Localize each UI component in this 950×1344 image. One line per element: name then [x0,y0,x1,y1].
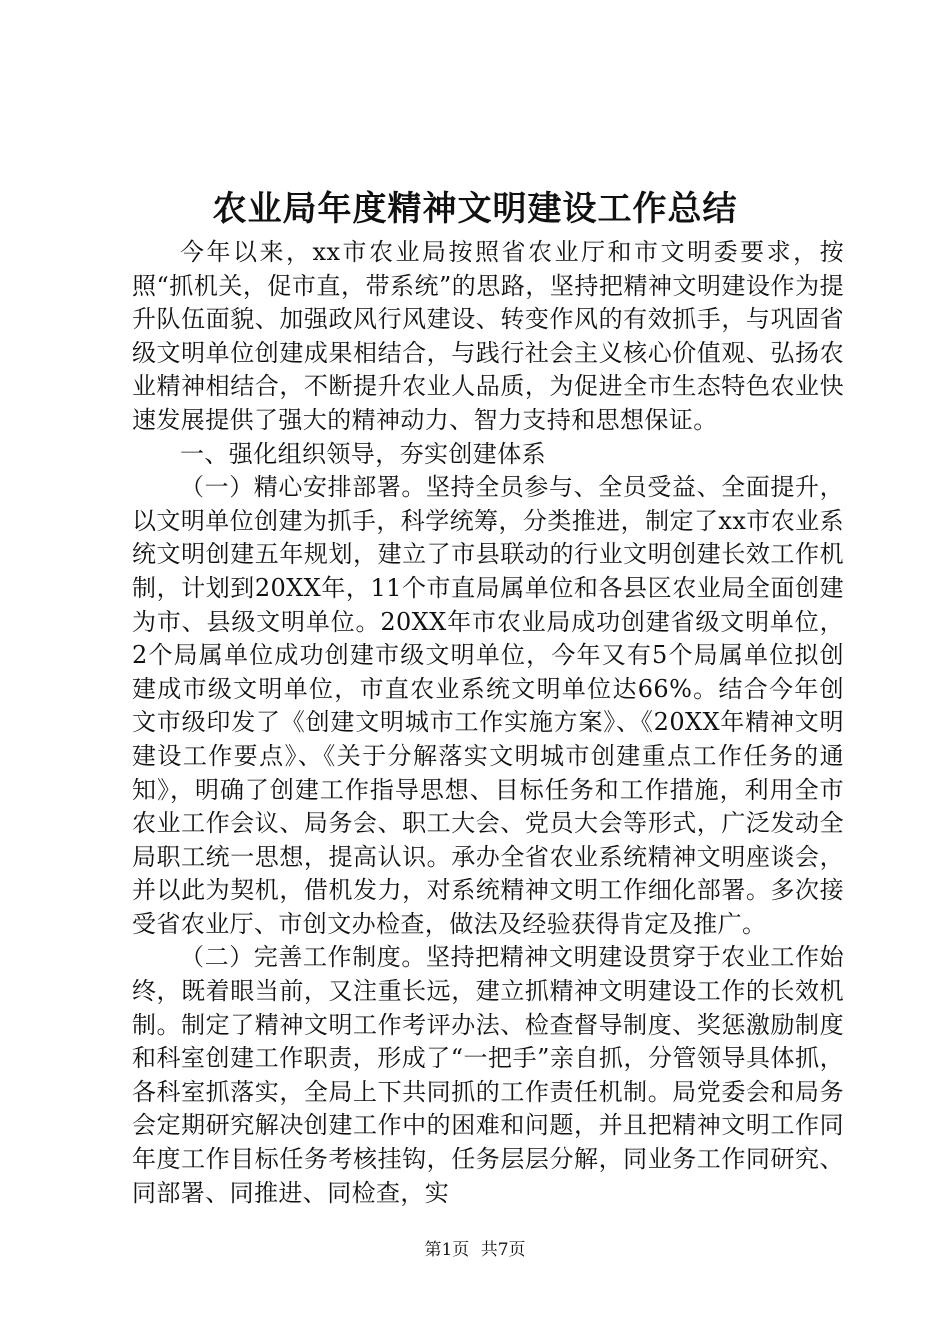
intro-paragraph: 今年以来，xx市农业局按照省农业厅和市文明委要求，按照“抓机关，促市直，带系统”的思路，坚持把精神文明建设作为提升队伍面貌、加强政风行风建设、转变作风的有效抓手，与巩固省级文明单位创建成果相结合，与践行社会主义核心价值观、弘扬农业精神相结合，不断提升农业人品质，为促进全市生态特色农业快速发展提供了强大的精神动力、智力支持和思想保证。 [132,238,844,434]
subsection-paragraph-1: （一）精心安排部署。坚持全员参与、全员受益、全面提升，以文明单位创建为抓手，科学统筹，分类推进，制定了xx市农业系统文明创建五年规划，建立了市县联动的行业文明创建长效工作机制，计划到20XX年，11个市直局属单位和各县区农业局全面创建为市、县级文明单位。20XX年市农业局成功创建省级文明单位，2个局属单位成功创建市级文明单位，今年又有5个局属单位拟创建成市级文明单位，市直农业系统文明单位达66%。结合今年创文市级印发了《创建文明城市工作实施方案》、《20XX年精神文明建设工作要点》、《关于分解落实文明城市创建重点工作任务的通知》，明确了创建工作指导思想、目标任务和工作措施，利用全市农业工作会议、局务会、职工大会、党员大会等形式，广泛发动全局职工统一思想，提高认识。承办全省农业系统精神文明座谈会，并以此为契机，借机发力，对系统精神文明工作细化部署。多次接受省农业厅、市创文办检查，做法及经验获得肯定及推广。 [132,473,844,938]
page-number: 第1页 [424,1240,470,1260]
page-footer [0,1238,950,1262]
page-total: 共7页 [480,1240,526,1260]
document-body [132,236,844,1210]
subsection-paragraph-2: （二）完善工作制度。坚持把精神文明建设贯穿于农业工作始终，既着眼当前，又注重长远，建立抓精神文明建设工作的长效机制。制定了精神文明工作考评办法、检查督导制度、奖惩激励制度和科室创建工作职责，形成了“一把手”亲自抓，分管领导具体抓，各科室抓落实，全局上下共同抓的工作责任机制。局党委会和局务会定期研究解决创建工作中的困难和问题，并且把精神文明工作同年度工作目标任务考核挂钩，任务层层分解，同业务工作同研究、同部署、同推进、同检查，实 [132,943,844,1207]
section-heading-1: 一、强化组织领导，夯实创建体系 [180,439,546,468]
document-title: 农业局年度精神文明建设工作总结 [212,189,738,229]
